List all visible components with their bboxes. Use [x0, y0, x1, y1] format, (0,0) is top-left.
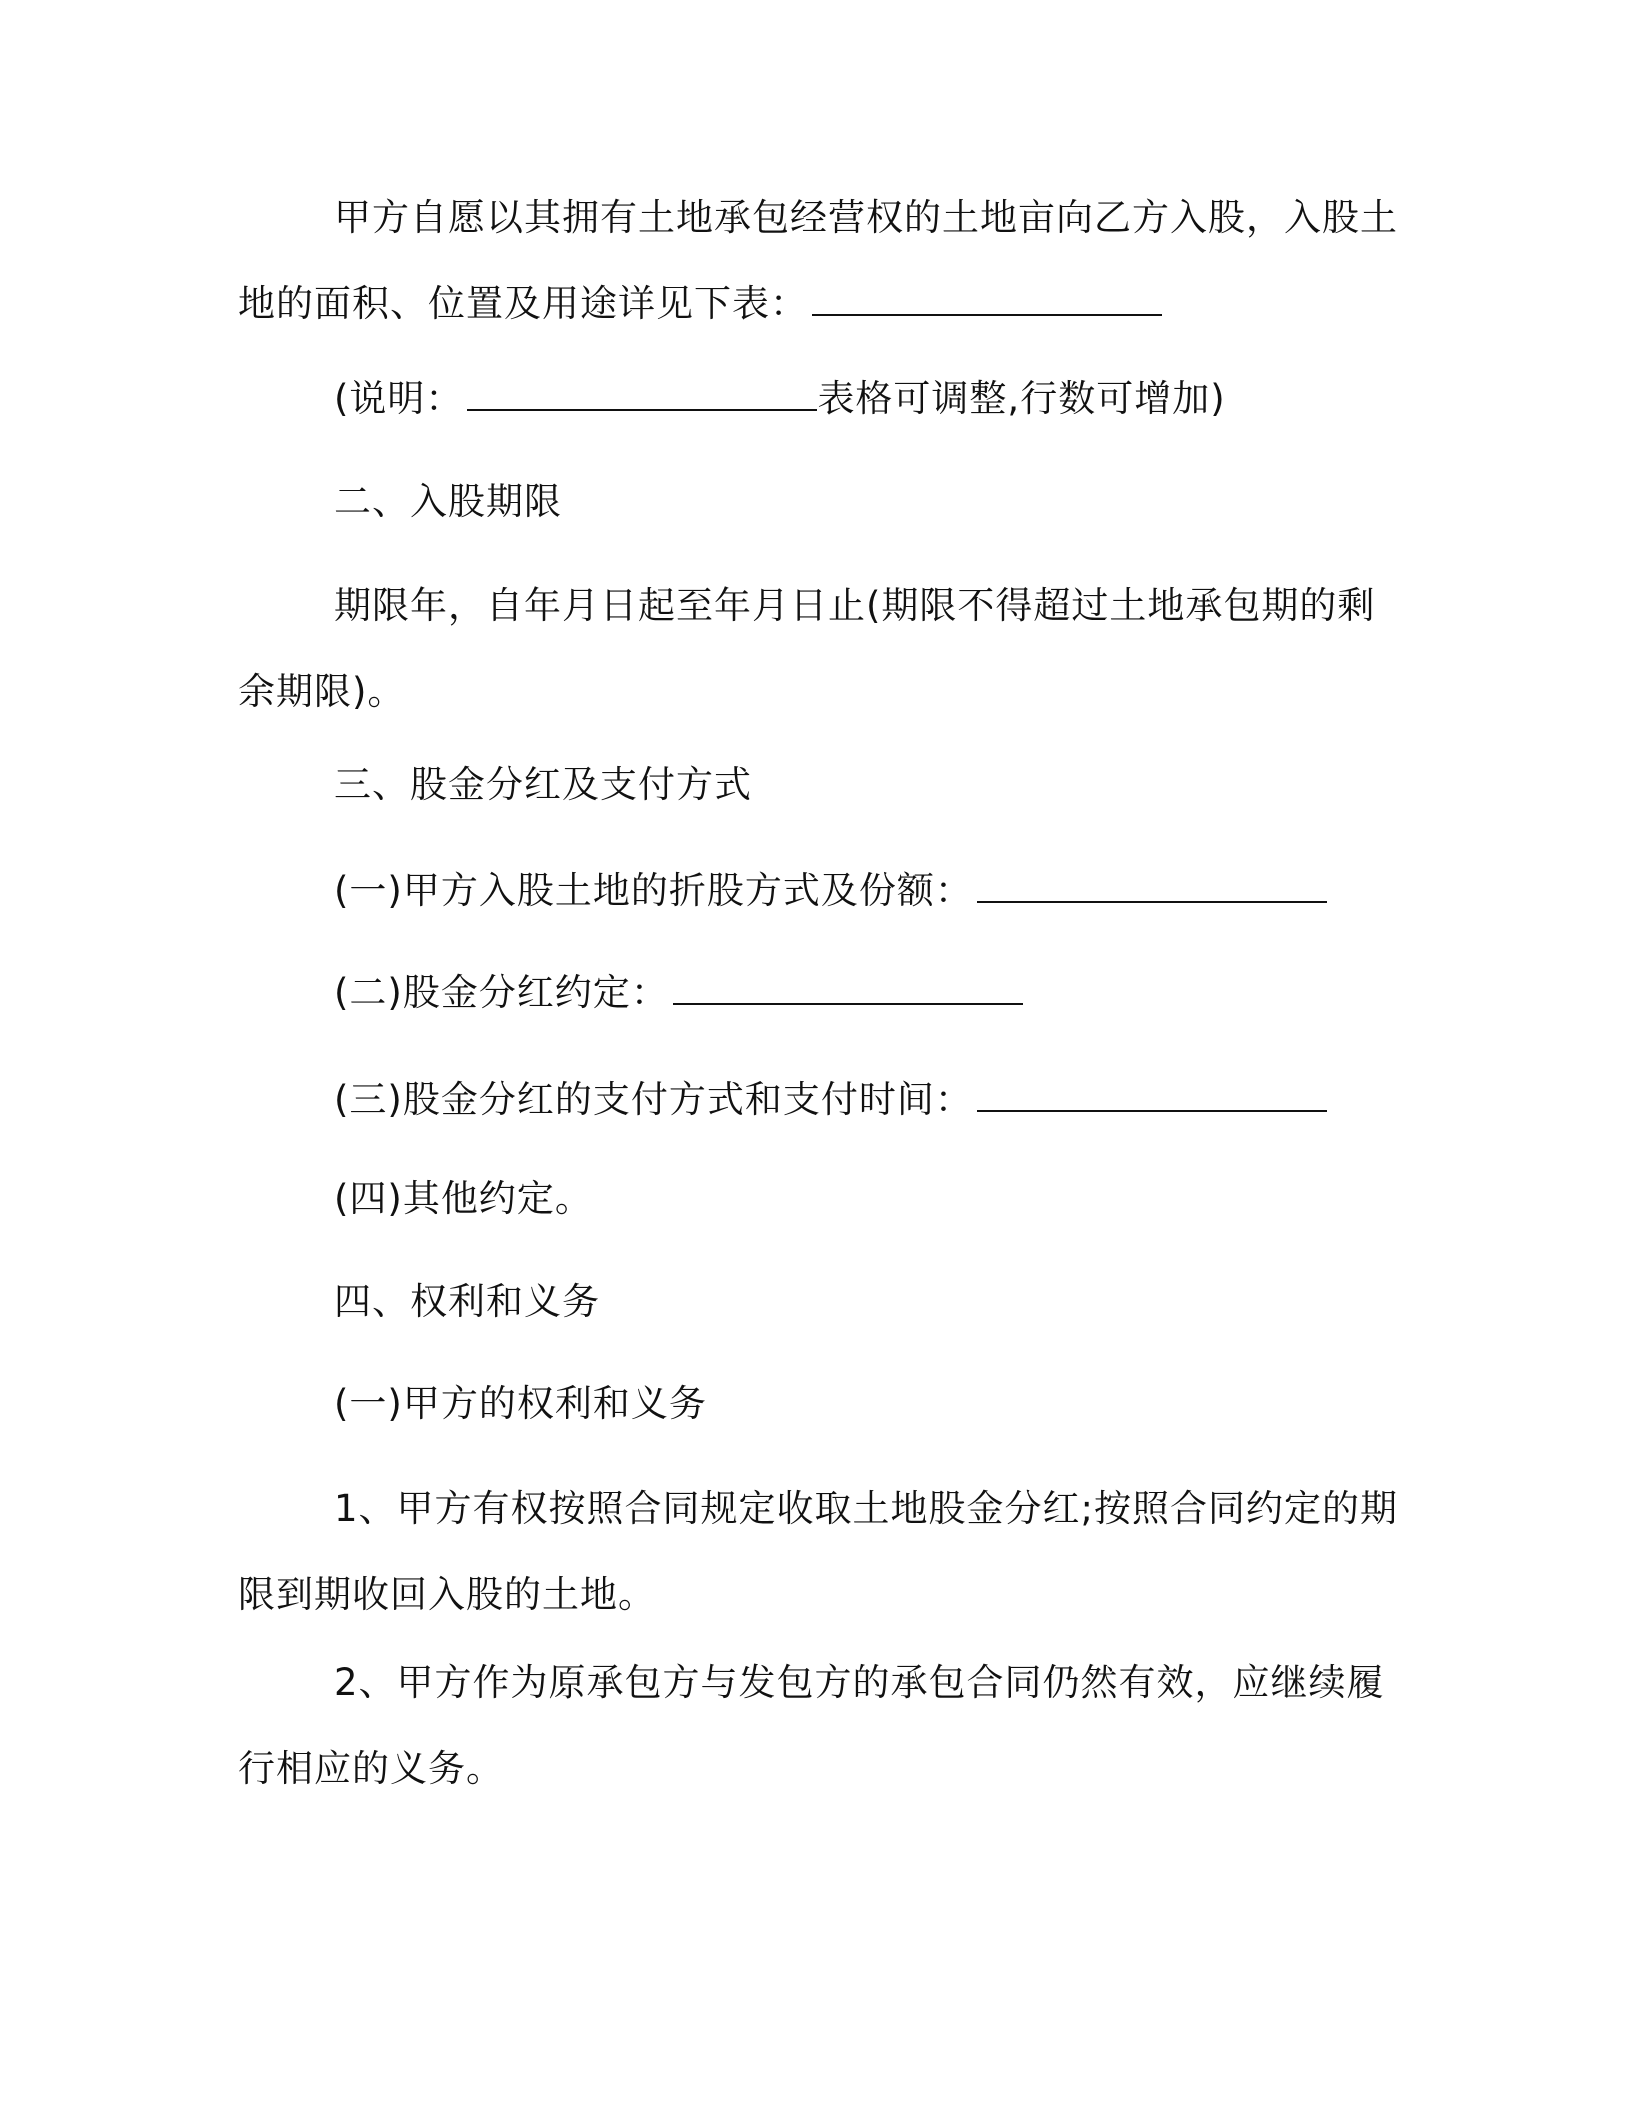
paragraph-right-2: 2、甲方作为原承包方与发包方的承包合同仍然有效，应继续履行相应的义务。 [238, 1661, 1385, 1790]
heading-dividends: 三、股金分红及支付方式 [334, 763, 752, 806]
item-share-method [334, 866, 1327, 916]
blank-line [812, 284, 1162, 316]
paragraph-right-1: 1、甲方有权按照合同规定收取土地股金分红;按照合同约定的期限到期收回入股的土地。 [238, 1487, 1399, 1616]
paragraph-land-shares-text: 甲方自愿以其拥有土地承包经营权的土地亩向乙方入股，入股土地的面积、位置及用途详见下表： [238, 196, 1398, 325]
note-prefix: (说明： [334, 377, 464, 420]
paragraph-note [334, 374, 1226, 424]
blank-line [977, 871, 1327, 903]
paragraph-term: 期限年，自年月日起至年月日止(期限不得超过土地承包期的剩余期限)。 [238, 584, 1376, 713]
blank-line [977, 1080, 1327, 1112]
item-payment-method [334, 1075, 1327, 1125]
heading-term: 二、入股期限 [334, 480, 562, 523]
paragraph-land-shares [238, 175, 1398, 347]
subheading-party-a: (一)甲方的权利和义务 [334, 1382, 707, 1425]
item-dividend-agreement [334, 968, 1023, 1018]
item-share-method-text: (一)甲方入股土地的折股方式及份额： [334, 869, 973, 912]
blank-line [673, 973, 1023, 1005]
note-suffix: 表格可调整,行数可增加) [817, 377, 1226, 420]
blank-line [467, 379, 817, 411]
item-dividend-agreement-text: (二)股金分红约定： [334, 971, 669, 1014]
heading-rights: 四、权利和义务 [334, 1280, 600, 1323]
item-other: (四)其他约定。 [334, 1177, 593, 1220]
item-payment-method-text: (三)股金分红的支付方式和支付时间： [334, 1078, 973, 1121]
